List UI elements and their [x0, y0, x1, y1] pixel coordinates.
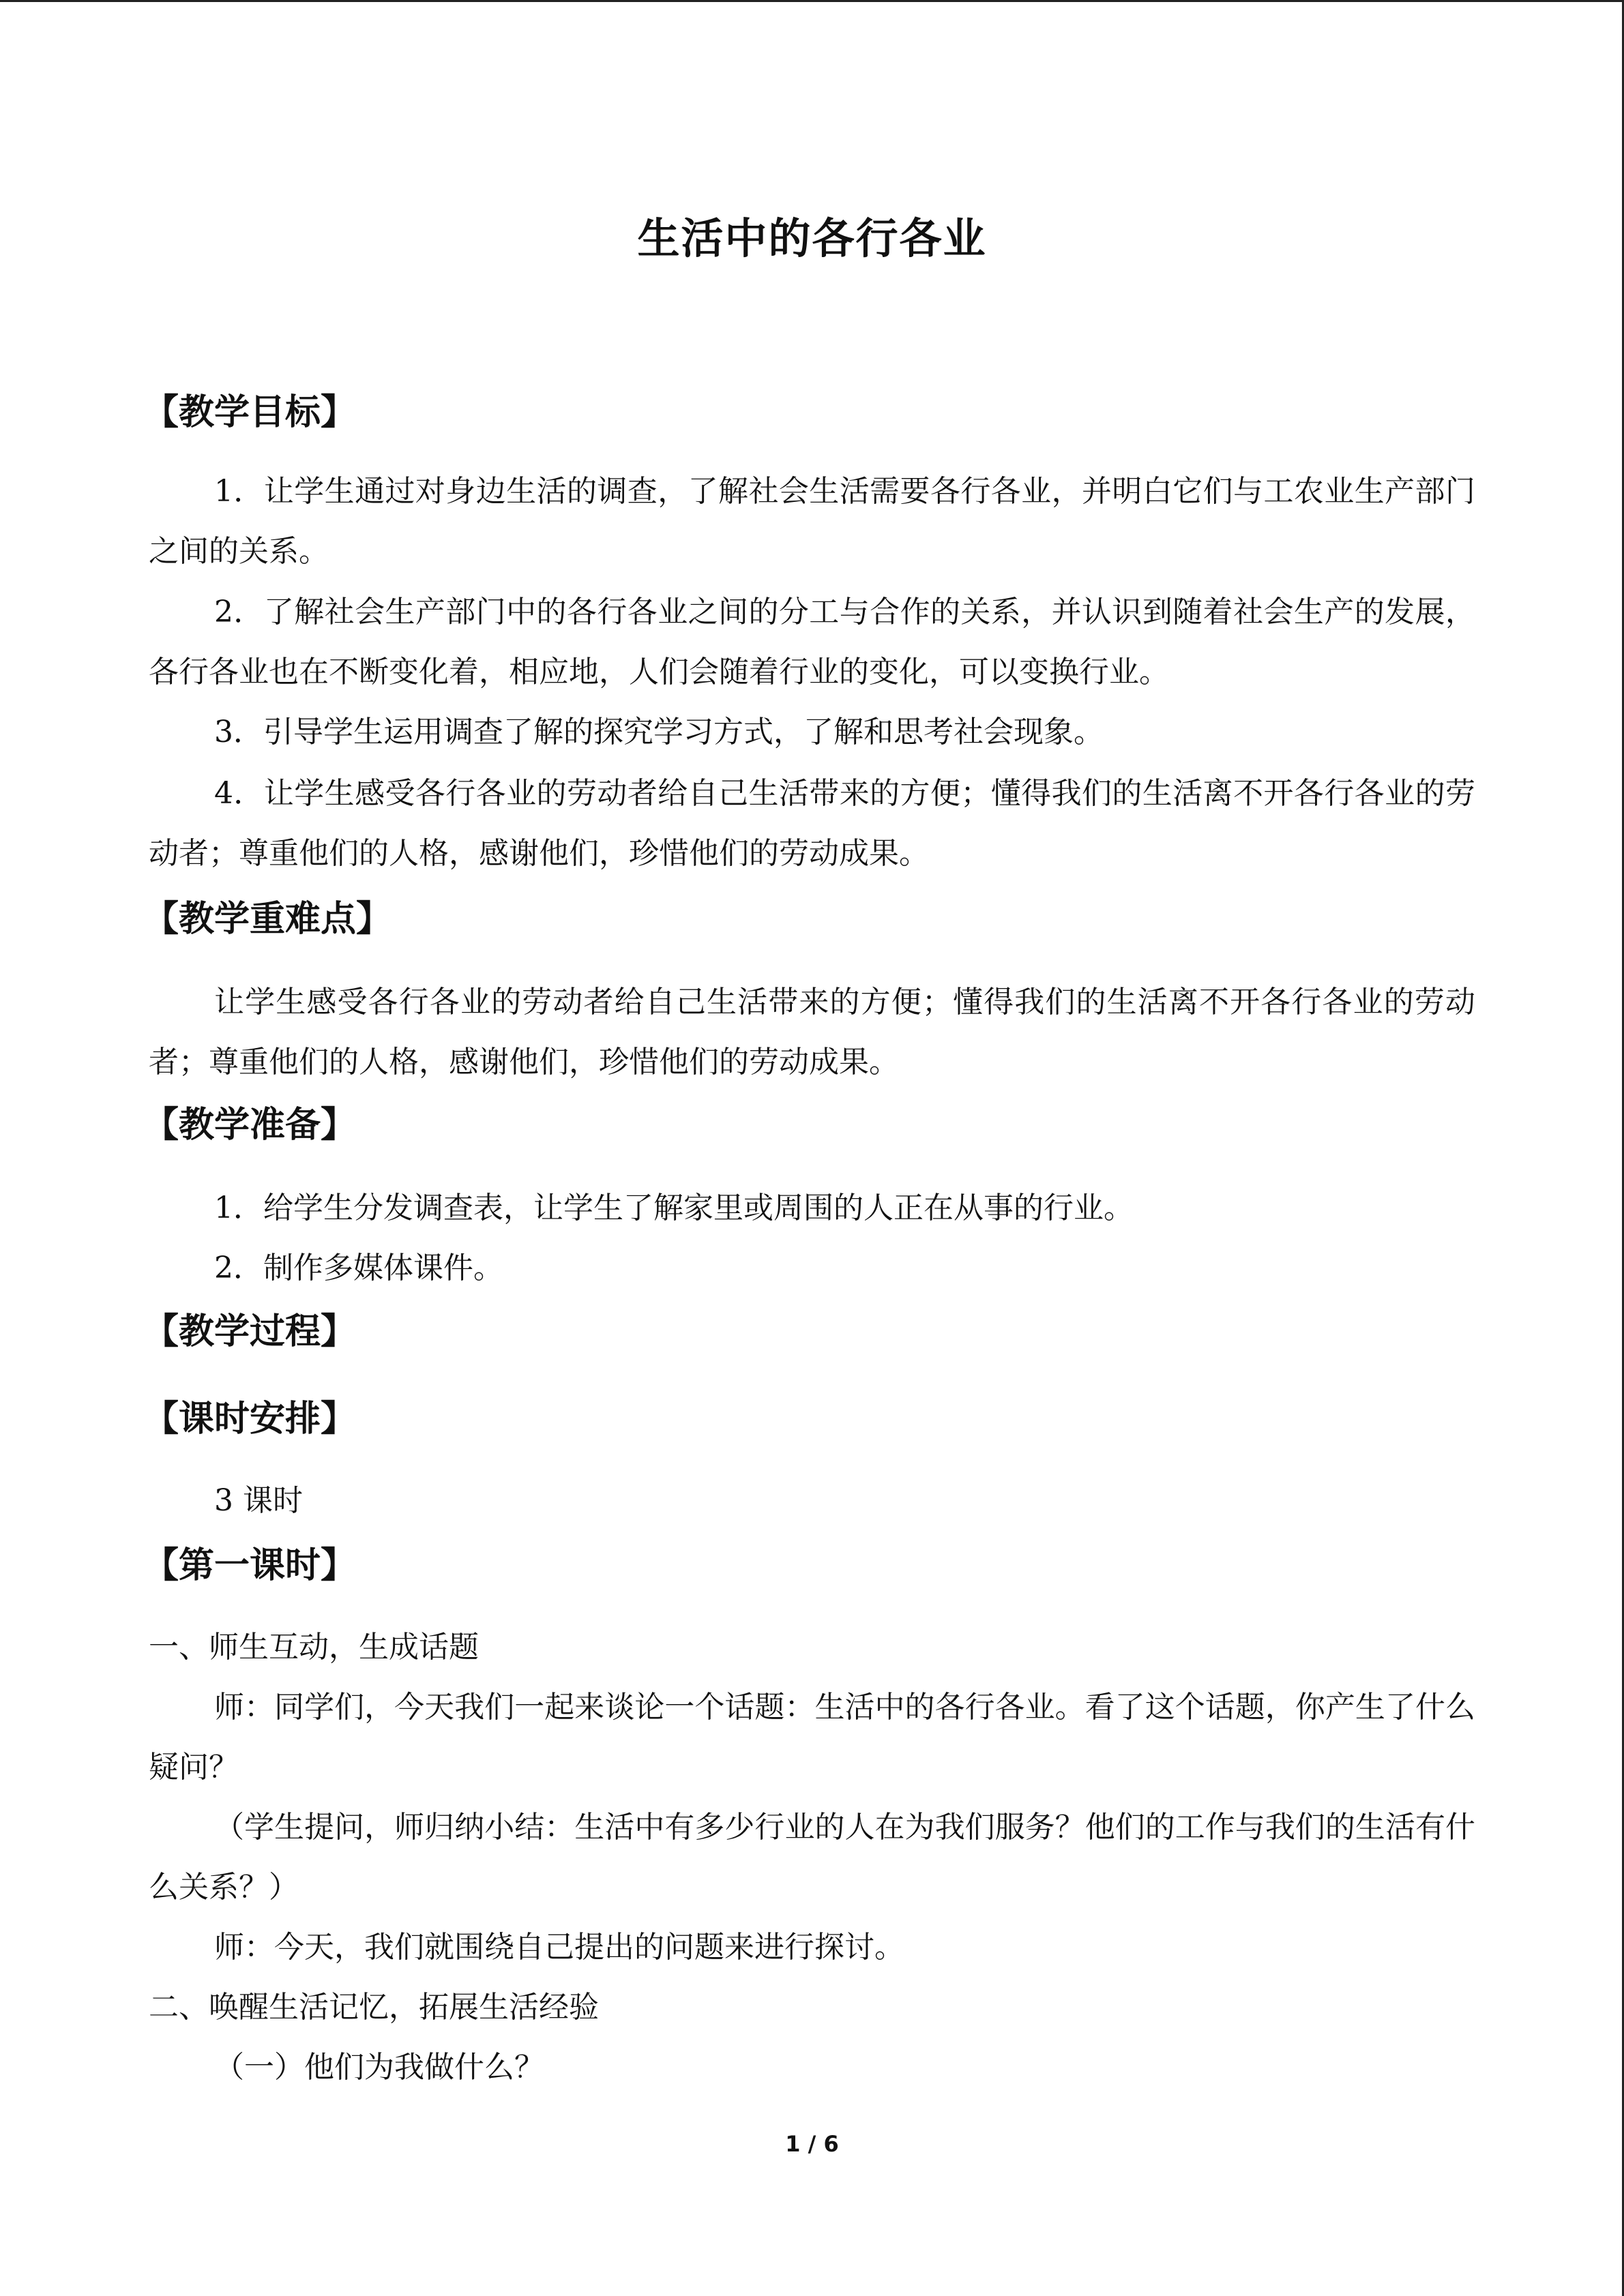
- teacher-line-1: 师：同学们，今天我们一起来谈论一个话题：生活中的各行各业。看了这个话题，你产生了什么疑问？: [149, 1690, 1475, 1785]
- heading-process: 【教学过程】: [143, 1311, 357, 1352]
- page-border-top: [0, 0, 1624, 2]
- heading-objectives: 【教学目标】: [143, 392, 357, 433]
- part2-title: 二、唤醒生活记忆，拓展生活经验: [149, 1990, 599, 2025]
- heading-schedule: 【课时安排】: [143, 1399, 357, 1440]
- objective-item-3: 3．引导学生运用调查了解的探究学习方式，了解和思考社会现象。: [214, 715, 1104, 749]
- student-note: （学生提问，师归纳小结：生活中有多少行业的人在为我们服务？他们的工作与我们的生活有什么关系？）: [149, 1810, 1475, 1905]
- key-points-text: 让学生感受各行各业的劳动者给自己生活带来的方便；懂得我们的生活离不开各行各业的劳动者；尊重他们的人格，感谢他们，珍惜他们的劳动成果。: [149, 985, 1475, 1079]
- objective-item-1: 1．让学生通过对身边生活的调查，了解社会生活需要各行各业，并明白它们与工农业生产部门之间的关系。: [149, 474, 1475, 569]
- objective-item-4: 4．让学生感受各行各业的劳动者给自己生活带来的方便；懂得我们的生活离不开各行各业的劳动者；尊重他们的人格，感谢他们，珍惜他们的劳动成果。: [149, 776, 1475, 871]
- page-indicator: 1 / 6: [785, 2131, 839, 2157]
- document-title: 生活中的各行各业: [637, 213, 987, 263]
- teacher-line-2: 师：今天，我们就围绕自己提出的问题来进行探讨。: [214, 1930, 904, 1965]
- preparation-item-2: 2．制作多媒体课件。: [214, 1251, 503, 1285]
- schedule-text: 3 课时: [214, 1483, 303, 1518]
- part1-title: 一、师生互动，生成话题: [149, 1630, 479, 1665]
- objective-item-2: 2．了解社会生产部门中的各行各业之间的分工与合作的关系，并认识到随着社会生产的发展，各行各业也在不断变化着，相应地，人们会随着行业的变化，可以变换行业。: [149, 595, 1475, 689]
- heading-key-points: 【教学重难点】: [143, 899, 392, 940]
- heading-preparation: 【教学准备】: [143, 1105, 357, 1146]
- subpart1-title: （一）他们为我做什么？: [214, 2050, 544, 2085]
- heading-first-lesson: 【第一课时】: [143, 1545, 357, 1586]
- preparation-item-1: 1．给学生分发调查表，让学生了解家里或周围的人正在从事的行业。: [214, 1191, 1134, 1225]
